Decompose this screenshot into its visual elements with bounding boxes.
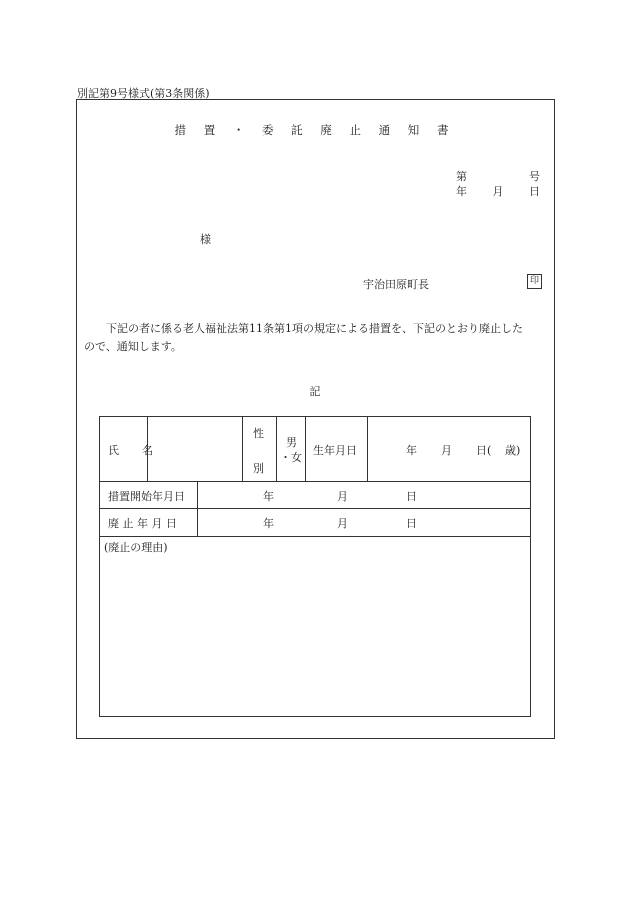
table-col-divider xyxy=(305,417,306,481)
dob-year: 年 xyxy=(406,444,417,457)
end-date-label: 廃 止 年 月 日 xyxy=(108,517,177,530)
seal-mark: 印 xyxy=(527,274,542,289)
table-col-divider xyxy=(242,417,243,481)
form-number-label: 別記第9号様式(第3条関係) xyxy=(77,87,210,100)
issuer-name: 宇治田原町長 xyxy=(363,278,429,291)
sex-label-top: 性 xyxy=(253,427,264,440)
sex-male: 男 xyxy=(286,436,297,449)
addressee-suffix: 様 xyxy=(200,233,211,246)
reference-date xyxy=(456,183,540,199)
table-row-divider xyxy=(100,481,530,482)
reference-go: 号 xyxy=(529,170,540,183)
name-label: 氏 名 xyxy=(108,444,159,457)
ki-heading: 記 xyxy=(309,385,321,398)
table-row-divider xyxy=(100,536,530,537)
table-col-divider xyxy=(276,417,277,481)
table-col-divider xyxy=(197,481,198,536)
dob-day: 日( xyxy=(476,444,492,457)
start-year: 年 xyxy=(263,490,274,503)
reference-number xyxy=(456,168,540,184)
end-month: 月 xyxy=(337,517,348,530)
dob-month: 月 xyxy=(441,444,452,457)
notice-body xyxy=(84,320,554,356)
table-col-divider xyxy=(367,417,368,481)
table-row-divider xyxy=(100,508,530,509)
reference-dai: 第 xyxy=(456,170,467,183)
sex-label-bottom: 別 xyxy=(253,462,264,475)
notice-line-2: ので、通知します。 xyxy=(84,340,182,353)
notice-line-1: 下記の者に係る老人福祉法第11条第1項の規定による措置を、下記のとおり廃止した xyxy=(106,322,523,335)
details-table xyxy=(99,416,531,717)
end-day: 日 xyxy=(406,517,417,530)
start-month: 月 xyxy=(337,490,348,503)
start-day: 日 xyxy=(406,490,417,503)
end-year: 年 xyxy=(263,517,274,530)
dob-age: 歳) xyxy=(505,444,521,457)
dob-label: 生年月日 xyxy=(313,444,357,457)
start-date-label: 措置開始年月日 xyxy=(108,490,185,503)
reference-month: 月 xyxy=(492,185,504,198)
reason-label: (廃止の理由) xyxy=(104,541,168,554)
reference-day: 日 xyxy=(529,185,540,198)
document-title: 措 置 ・ 委 託 廃 止 通 知 書 xyxy=(174,123,456,137)
reference-year: 年 xyxy=(456,185,467,198)
sex-female: ・女 xyxy=(280,451,302,464)
